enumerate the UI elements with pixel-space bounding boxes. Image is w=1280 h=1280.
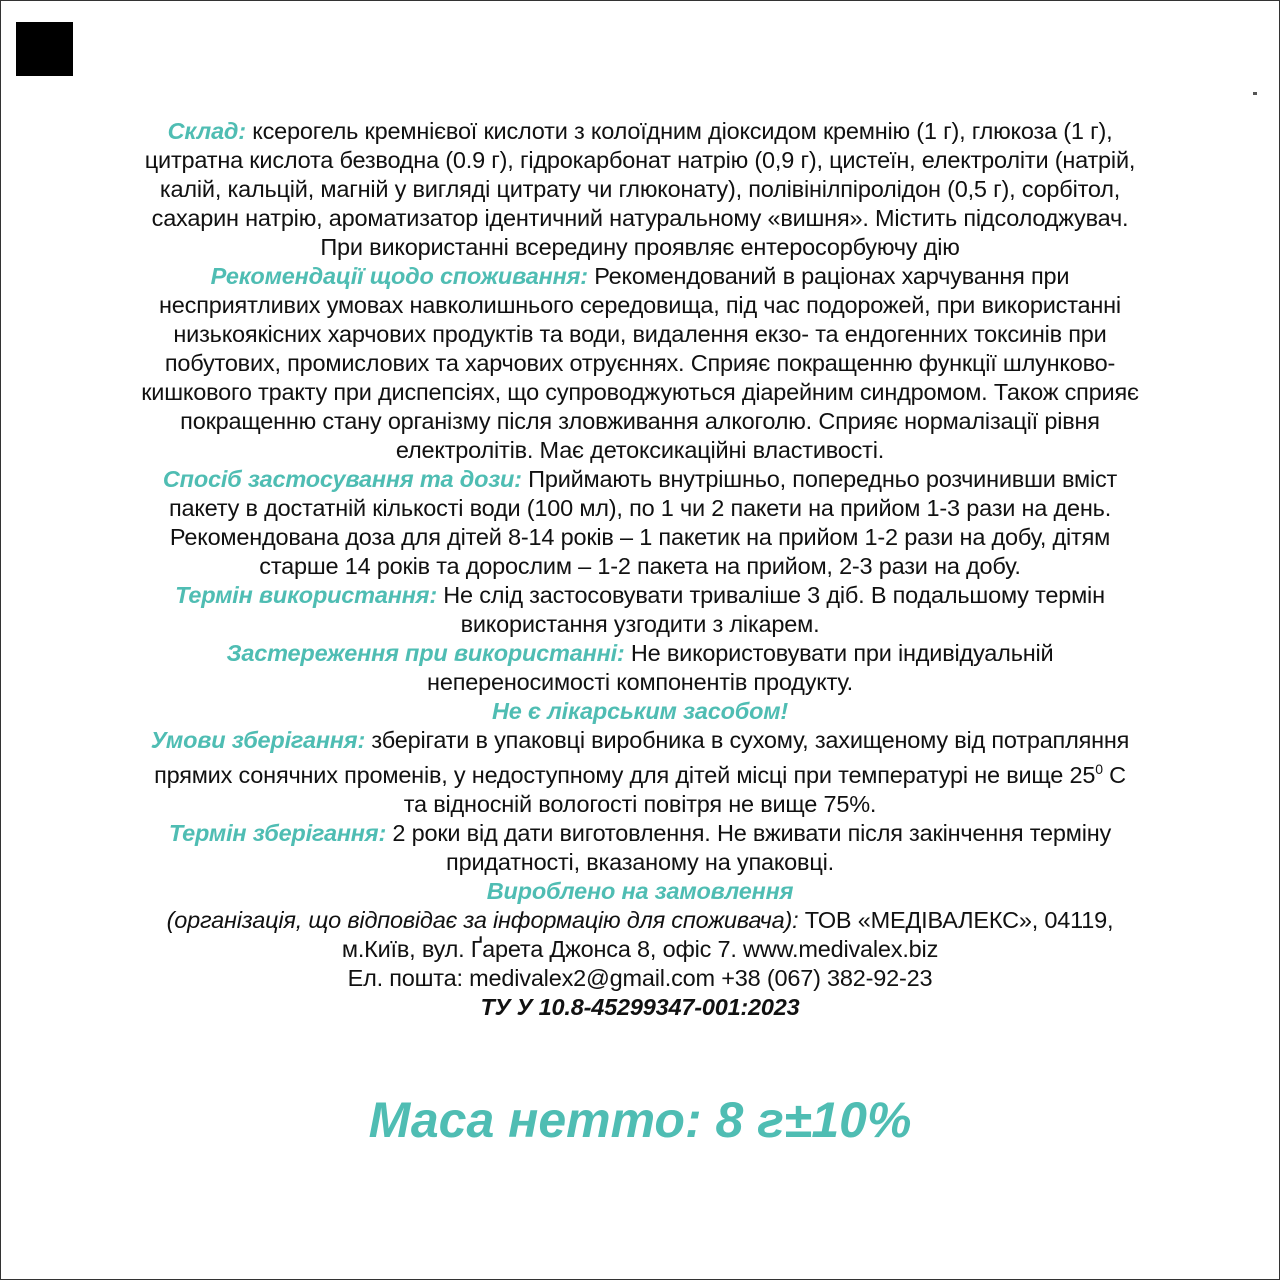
contact-paragraph: Ел. пошта: medivalex2@gmail.com +38 (067) 382-92-23 — [347, 964, 933, 991]
net-weight: Маса нетто: 8 г±10% — [368, 1092, 912, 1148]
recommendations-paragraph — [140, 262, 1140, 465]
manufacturer-heading: Вироблено на замовлення — [486, 877, 794, 904]
composition-paragraph — [140, 117, 1140, 233]
black-square-mark — [16, 22, 73, 76]
print-speck — [1253, 92, 1257, 95]
not-medicine-notice: Не є лікарським засобом! — [491, 698, 789, 724]
shelf-life-label: Термін зберігання: — [168, 819, 387, 846]
shelf-life-text: 2 роки від дати виготовлення. Не вживати після закінчення терміну придатності, вказаному на упаковці. — [386, 819, 1112, 875]
usage-term-paragraph — [140, 581, 1140, 639]
usage-text: Приймають внутрішньо, попередньо розчинивши вміст пакету в достатній кількості води (100 мл), по 1 чи 2 пакети на прийом 1-3 рази на день. Рекомендована доза для дітей 8-14 років – 1 пакетик на прийом 1-2 рази на добу, дітям старше 14 років та дорослим – 1-2 пакета на прийом, 2-3 рази на добу. — [168, 466, 1118, 579]
responsible-org-text: (організація, що відповідає за інформацію для споживача): — [166, 906, 799, 933]
usage-term-text: Не слід застосовувати триваліше 3 діб. В подальшому термін використання узгодити з лікарем. — [436, 582, 1105, 637]
shelf-life-paragraph — [140, 819, 1140, 877]
composition-label: Склад: — [167, 118, 246, 144]
usage-paragraph — [140, 465, 1140, 581]
tu-code: ТУ У 10.8-45299347-001:2023 — [480, 993, 800, 1020]
enterosorb-paragraph: При використанні всередину проявляє ентеросорбуючу дію — [320, 234, 960, 260]
degree-sign: 0 — [1095, 761, 1103, 777]
storage-conditions-text: зберігати в упаковці виробника в сухому, захищеному від потрапляння прямих сонячних променів, у недоступному для дітей місці при температурі не вище 25 — [154, 727, 1130, 788]
storage-conditions-label: Умови зберігання: — [150, 727, 366, 753]
warnings-label: Застереження при використанні: — [226, 640, 625, 666]
composition-text: ксерогель кремнієвої кислоти з колоїдним діоксидом кремнію (1 г), глюкоза (1 г), цитратна кислота безводна (0.9 г), гідрокарбонат натрію (0,9 г), цистеїн, електроліти (натрій, калій, кальцій, магній у вигляді цитрату чи глюконату), полівінілпіролідон (0,5 г), сорбітол, сахарин натрію, ароматизатор ідентичний натуральному «вишня». Містить підсолоджувач. — [144, 118, 1136, 231]
product-label-text — [140, 117, 1140, 1022]
usage-term-label: Термін використання: — [175, 582, 437, 608]
storage-conditions-text-end: С та відносній вологості повітря не вище 75%. — [403, 761, 1126, 817]
warnings-paragraph — [140, 639, 1140, 697]
recommendations-text: Рекомендований в раціонах харчування при несприятливих умовах навколишнього середовища, під час подорожей, при використанні низькоякісних харчових продуктів та води, видалення екзо- та ендогенних токсинів при побутових, промислових та харчових отруєннях. Сприяє покращенню функції шлунково-кишкового тракту при диспепсіях, що супроводжуються діарейним синдромом. Також сприяє покращенню стану організму після зловживання алкоголю. Сприяє нормалізації рівня електролітів. Має детоксикаційні властивості. — [141, 263, 1139, 463]
storage-conditions-paragraph — [140, 726, 1140, 819]
recommendations-label: Рекомендації щодо споживання: — [210, 263, 588, 289]
company-text: ТОВ «МЕДІВАЛЕКС», 04119, м.Київ, вул. Ґарета Джонса 8, офіс 7. www.medivalex.biz — [341, 906, 1114, 962]
manufacturer-paragraph — [140, 906, 1140, 964]
warnings-text: Не використовувати при індивідуальній непереносимості компонентів продукту. — [427, 640, 1054, 695]
usage-label: Спосіб застосування та дози: — [162, 466, 522, 492]
